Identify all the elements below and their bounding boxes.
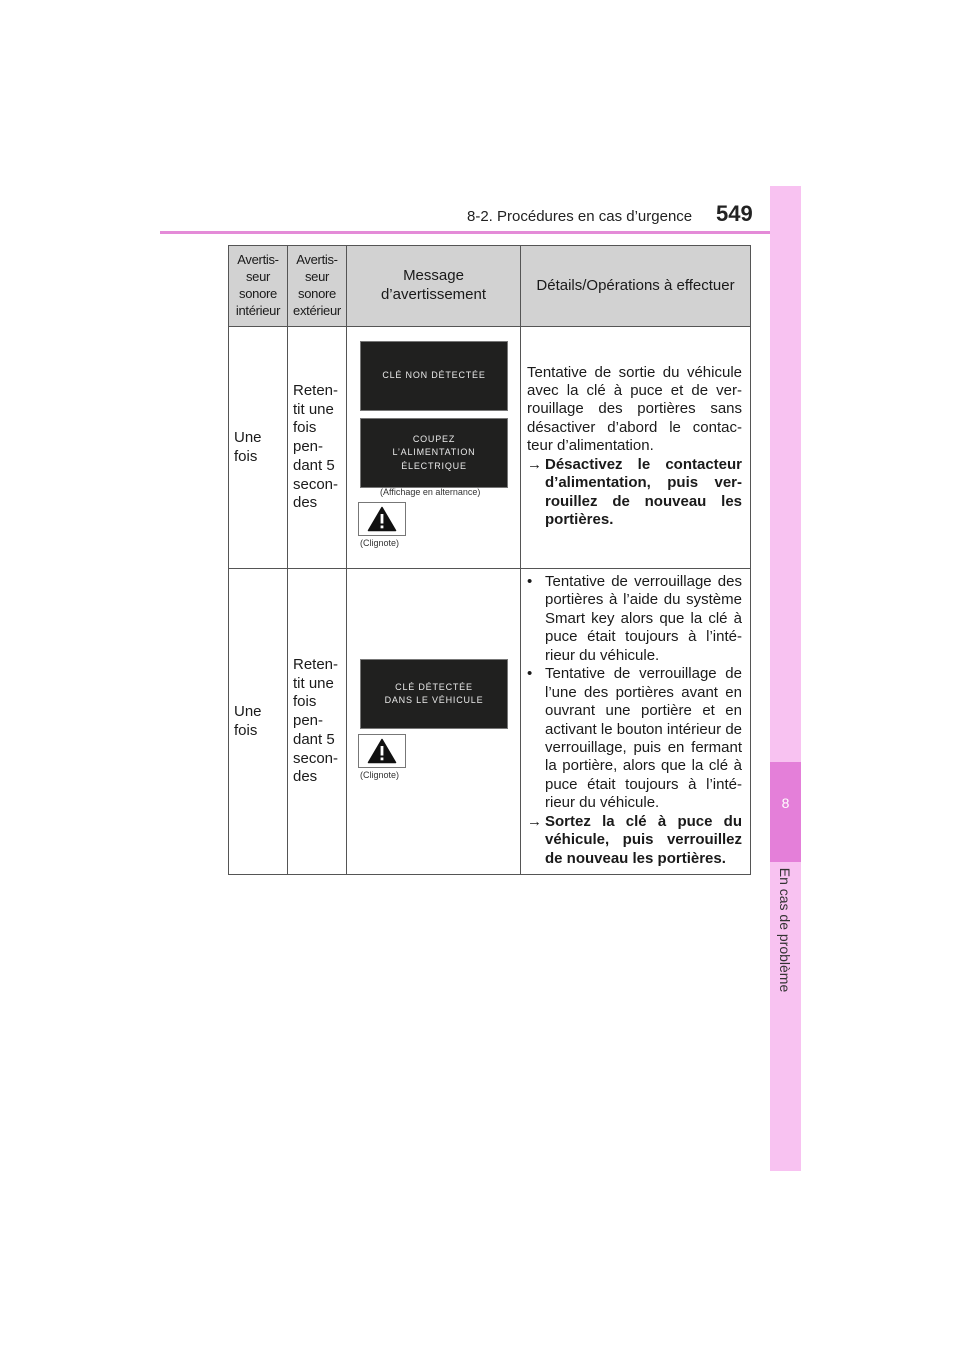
warning-indicator [358,502,406,536]
list-item [527,573,742,665]
table-row [229,327,751,569]
header-rule [160,231,800,234]
alternating-display-caption: (Affichage en alternance) [380,487,481,497]
header-details: Détails/Opérations à effectuer [521,246,751,327]
warning-triangle-icon [367,506,397,532]
warning-table [228,245,751,875]
display-screen-turn-off-power: COUPEZ L’ALIMENTATION ÉLECTRIQUE [360,418,508,488]
blinks-caption: (Clignote) [360,538,400,548]
details-cell [521,569,751,875]
display-screen-key-not-detected: CLÉ NON DÉTECTÉE [360,341,508,411]
bullet-text: Tentative de verrouillage de l’une des portières avant en ouvrant une portière et en activant le bouton intérieur de verrouillage, puis en fermant la portière, alors que la clé à puce était toujours à l’inté-rieur du véhicule. [545,665,742,812]
action-line [527,456,742,530]
chapter-number: 8 [781,795,790,811]
list-item [527,665,742,813]
warning-message-cell [347,569,521,875]
detail-text: Tentative de sortie du véhicule avec la clé à puce et de ver-rouillage des portières sans désactiver d’abord le contac-teur d’alimentation. [527,363,742,455]
warning-triangle-icon [367,738,397,764]
chapter-tab-marker [770,762,801,862]
action-line [527,813,742,868]
section-title: 8-2. Procédures en cas d’urgence [467,208,693,225]
interior-buzzer-cell: Une fois [229,327,288,569]
header-exterior-buzzer: Avertis- seur sonore extérieur [288,246,347,327]
bullet-mark: • [527,665,533,683]
header-warning-message: Message d’avertissement [347,246,521,327]
details-cell [521,327,751,569]
table-row [229,569,751,875]
bullet-mark: • [527,573,533,590]
header-interior-buzzer: Avertis- seur sonore intérieur [229,246,288,327]
interior-buzzer-cell: Une fois [229,569,288,875]
chapter-side-tab [770,186,801,1171]
action-text: Sortez la clé à puce du véhicule, puis verrouillez de nouveau les portières. [545,812,742,867]
chapter-title: En cas de problème [777,867,793,993]
arrow-icon: → [527,812,542,830]
bullet-text: Tentative de verrouillage des portières à l’aide du système Smart key alors que la clé à puce était toujours à l’inté-rieur du véhicule. [545,573,742,664]
blinks-caption: (Clignote) [360,770,400,780]
action-text: Désactivez le contacteur d’alimentation, puis ver-rouillez de nouveau les portières. [545,455,742,529]
exterior-buzzer-cell: Reten- tit une fois pen- dant 5 secon- des [288,327,347,569]
exterior-buzzer-cell: Reten- tit une fois pen- dant 5 secon- des [288,569,347,875]
warning-indicator [358,734,406,768]
arrow-icon: → [527,455,542,473]
page-number: 549 [716,201,753,226]
table-header-row [229,246,751,327]
display-screen-key-detected-in-vehicle: CLÉ DÉTECTÉE DANS LE VÉHICULE [360,659,508,729]
warning-message-cell [347,327,521,569]
